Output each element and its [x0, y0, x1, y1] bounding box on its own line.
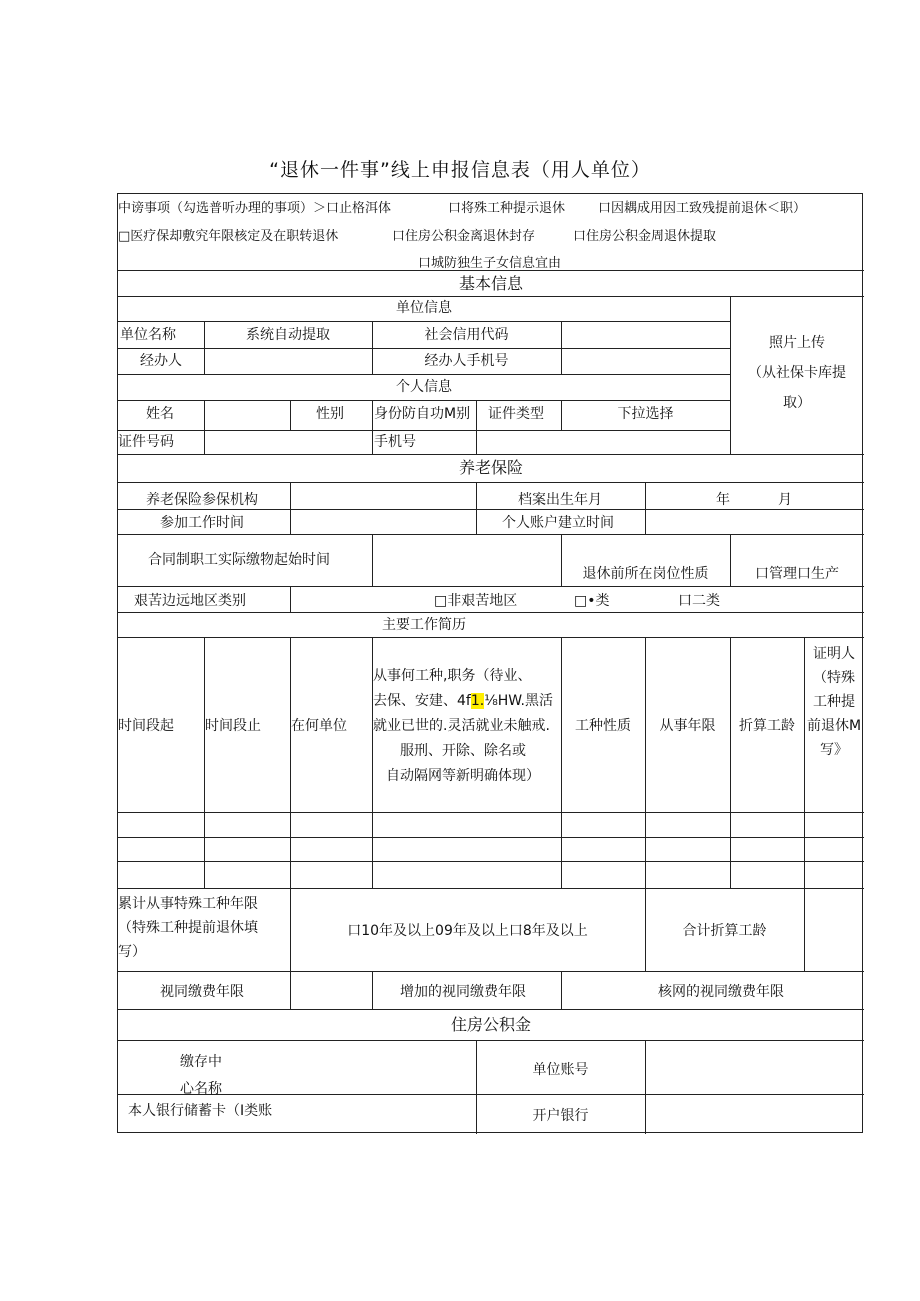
credit-code-label: 社会信用代码 — [424, 327, 509, 343]
basic-info-header: 基本信息 — [458, 274, 523, 293]
option-special-work[interactable]: 口将殊工种提示退休 — [448, 201, 566, 216]
col-work-nature: 工种性质 — [575, 718, 631, 734]
grid-line — [204, 400, 205, 454]
cert-type-label: 证件类型 — [488, 406, 544, 422]
unit-account-label: 单位账号 — [532, 1062, 589, 1078]
special-years-label-line2: （特殊工种提前退休填 — [118, 920, 258, 936]
col-description-line5: 自动隔网等新明确体现） — [386, 768, 540, 784]
col-witness-line1: 证明人 — [813, 646, 855, 662]
grid-line — [204, 637, 205, 888]
grid-line — [372, 971, 373, 1009]
grid-line — [118, 482, 864, 483]
grid-line — [118, 637, 864, 638]
unit-name-label: 单位名称 — [120, 327, 176, 343]
grid-line — [118, 534, 864, 535]
deposit-center-label-line1: 缴存中 — [180, 1054, 222, 1070]
col-description-line1: 从事何工种,职务（待业、 — [373, 668, 532, 684]
deposit-center-label-line2: 心名称 — [180, 1081, 222, 1097]
position-options[interactable]: 口管理口生产 — [755, 566, 839, 582]
grid-line — [561, 971, 562, 1009]
name-label: 姓名 — [146, 406, 174, 422]
birth-label: 档案出生年月 — [518, 492, 602, 508]
housing-fund-header: 住房公积金 — [450, 1015, 531, 1034]
option-one-child[interactable]: 口城防独生子女信息宜由 — [418, 256, 562, 271]
cert-no-label: 证件号码 — [118, 434, 174, 450]
unit-name-value: 系统自动提取 — [246, 327, 330, 343]
grid-line — [118, 430, 730, 431]
special-years-options[interactable]: 口10年及以上09年及以上口8年及以上 — [347, 923, 588, 939]
grid-line — [118, 374, 730, 375]
grid-line — [118, 612, 864, 613]
account-label: 个人账户建立时间 — [502, 515, 614, 531]
id-label: 身份防自功M别 — [374, 406, 471, 422]
application-form-table — [117, 193, 863, 1133]
grid-line — [645, 637, 646, 888]
hardship-option-one[interactable]: □•类 — [574, 593, 610, 609]
col-description-line3: 就业已世的.灵活就业未触戒. — [373, 718, 550, 734]
col-work-unit: 在何单位 — [291, 718, 347, 734]
cert-type-select[interactable]: 下拉选择 — [617, 406, 674, 422]
grid-line — [118, 1040, 864, 1041]
position-label: 退休前所在岗位性质 — [582, 566, 709, 582]
grid-line — [118, 888, 864, 889]
handler-label: 经办人 — [140, 353, 182, 369]
photo-upload-hint-end: 取） — [783, 395, 811, 411]
deemed-years-label: 视同缴费年限 — [160, 984, 244, 1000]
special-years-label-line1: 累计从事特殊工种年限 — [118, 896, 258, 912]
page-title: “退休一件事”线上申报信息表（用人单位） — [269, 159, 651, 181]
option-medical-years[interactable]: □医疗保却敷究年限核定及在职转退休 — [118, 229, 339, 244]
bank-label: 开户银行 — [532, 1108, 589, 1124]
option-illness-retire[interactable]: 口因耦成用因工致残提前退休＜职） — [598, 201, 807, 216]
grid-line — [372, 534, 373, 586]
application-matters-label: 中谤事项（勾选普听办理的事项）＞口止格洱体 — [118, 201, 392, 216]
grid-line — [118, 321, 730, 322]
grid-line — [290, 586, 291, 612]
grid-line — [118, 812, 864, 813]
verified-deemed-years-label: 核网的视同缴费年限 — [658, 984, 784, 1000]
option-housing-seal[interactable]: 口住房公积金离退休封存 — [392, 229, 536, 244]
added-deemed-years-label: 增加的视同缴费年限 — [400, 984, 526, 1000]
grid-line — [372, 400, 373, 454]
year-label: 年 — [716, 492, 730, 508]
unit-info-header: 单位信息 — [396, 300, 452, 316]
total-converted-label: 合计折算工龄 — [682, 923, 767, 939]
grid-line — [561, 321, 562, 374]
grid-line — [476, 400, 477, 454]
work-start-label: 参加工作时间 — [160, 515, 244, 531]
grid-line — [118, 971, 864, 972]
gender-label: 性别 — [316, 406, 344, 422]
grid-line — [645, 482, 646, 534]
grid-line — [118, 454, 864, 455]
col-description-line2: 去保、安建、4f1.⅛HW.黑活 — [373, 693, 553, 709]
col-witness-line3: 工种提 — [813, 694, 855, 710]
work-history-header: 主要工作简历 — [382, 617, 466, 633]
col-description-line4: 服刑、开除、除名或 — [400, 743, 526, 759]
hardship-option-none[interactable]: □非艰苦地区 — [434, 593, 518, 609]
hardship-option-two[interactable]: 口二类 — [678, 593, 720, 609]
special-years-label-line3: 写） — [118, 944, 146, 960]
col-work-years: 从事年限 — [659, 718, 716, 734]
option-housing-withdraw[interactable]: 口住房公积金周退休提取 — [573, 229, 717, 244]
col-witness-line4: 前退休M — [806, 718, 862, 734]
grid-line — [118, 586, 864, 587]
grid-line — [118, 400, 730, 401]
grid-line — [730, 637, 731, 888]
personal-info-header: 个人信息 — [396, 379, 452, 395]
col-witness-line2: （特殊 — [813, 670, 855, 686]
photo-upload-label[interactable]: 照片上传 — [769, 335, 825, 351]
grid-line — [118, 861, 864, 862]
col-witness-line5: 写》 — [820, 742, 848, 758]
col-converted-seniority: 折算工龄 — [739, 718, 795, 734]
grid-line — [118, 1094, 864, 1095]
grid-line — [118, 1009, 864, 1010]
grid-line — [118, 837, 864, 838]
col-start-time: 时间段起 — [118, 718, 174, 734]
grid-line — [476, 482, 477, 534]
grid-line — [645, 1040, 646, 1134]
photo-upload-hint: （从社保卡库提 — [748, 365, 846, 381]
month-label: 月 — [778, 492, 792, 508]
grid-line — [118, 348, 730, 349]
handler-phone-label: 经办人手机号 — [424, 353, 509, 369]
hardship-label: 艰苦边远地区类别 — [134, 593, 246, 609]
institution-label: 养老保险参保机构 — [146, 492, 258, 508]
grid-line — [290, 482, 291, 534]
grid-line — [561, 637, 562, 888]
grid-line — [290, 637, 291, 888]
grid-line — [290, 400, 291, 430]
bank-card-label: 本人银行储蓄卡（I类账 — [128, 1103, 273, 1119]
pension-header: 养老保险 — [458, 458, 523, 477]
grid-line — [290, 888, 291, 1009]
mobile-label: 手机号 — [374, 434, 416, 450]
grid-line — [118, 296, 864, 297]
contract-label: 合同制职工实际缴物起始时间 — [148, 552, 330, 568]
col-end-time: 时间段止 — [205, 718, 261, 734]
